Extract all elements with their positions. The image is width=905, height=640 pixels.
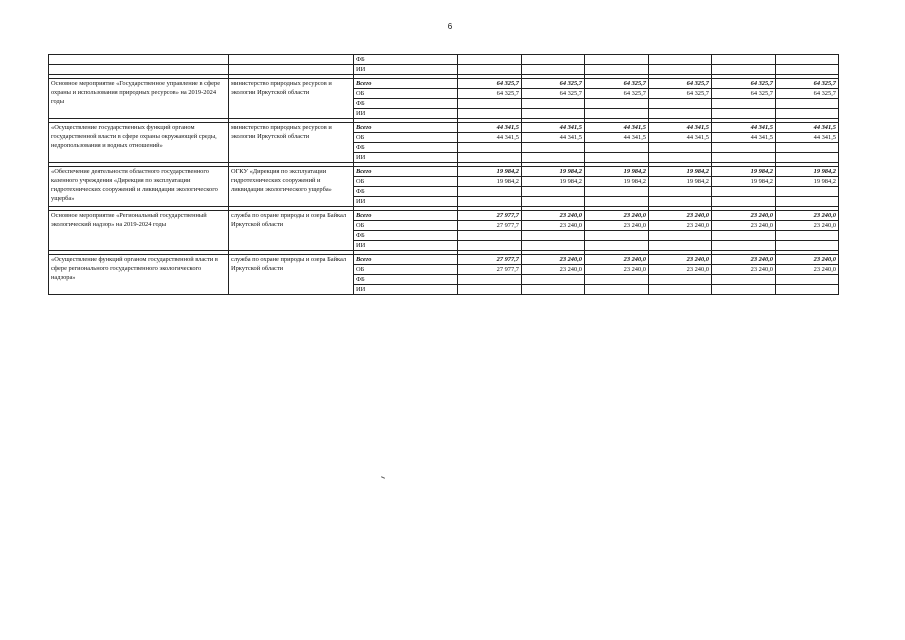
value-cell: 64 325,7 xyxy=(776,79,839,89)
value-cell: 44 341,5 xyxy=(776,123,839,133)
executor-cell: министерство природных ресурсов и экологии Иркутской области xyxy=(229,123,354,163)
value-cell: 19 984,2 xyxy=(522,177,585,187)
value-cell: 23 240,0 xyxy=(712,255,776,265)
value-cell xyxy=(776,231,839,241)
value-cell: 23 240,0 xyxy=(776,211,839,221)
value-cell: 19 984,2 xyxy=(458,167,522,177)
fund-source-cell: ОБ xyxy=(354,221,458,231)
value-cell xyxy=(776,197,839,207)
fund-source-cell: ИИ xyxy=(354,65,458,75)
value-cell: 44 341,5 xyxy=(649,123,712,133)
value-cell xyxy=(522,275,585,285)
value-cell xyxy=(585,65,649,75)
value-cell: 44 341,5 xyxy=(712,133,776,143)
table-row xyxy=(49,123,839,133)
value-cell xyxy=(712,153,776,163)
budget-table xyxy=(48,54,839,295)
value-cell xyxy=(585,241,649,251)
value-cell xyxy=(712,65,776,75)
value-cell xyxy=(776,187,839,197)
value-cell: 23 240,0 xyxy=(585,221,649,231)
value-cell: 64 325,7 xyxy=(522,89,585,99)
value-cell: 23 240,0 xyxy=(649,221,712,231)
value-cell: 23 240,0 xyxy=(522,221,585,231)
value-cell xyxy=(522,241,585,251)
value-cell xyxy=(585,231,649,241)
fund-source-cell: ИИ xyxy=(354,109,458,119)
value-cell xyxy=(776,143,839,153)
value-cell: 44 341,5 xyxy=(776,133,839,143)
scan-artifact xyxy=(381,476,385,479)
value-cell: 19 984,2 xyxy=(522,167,585,177)
measure-cell: «Осуществление функций органом государственной власти в сфере регионального государственного экологического надзора» xyxy=(49,255,229,295)
value-cell xyxy=(712,55,776,65)
fund-source-cell: ФБ xyxy=(354,99,458,109)
value-cell: 64 325,7 xyxy=(458,89,522,99)
value-cell xyxy=(712,275,776,285)
value-cell: 23 240,0 xyxy=(522,255,585,265)
value-cell: 23 240,0 xyxy=(585,211,649,221)
measure-cell xyxy=(49,55,229,65)
value-cell xyxy=(458,285,522,295)
executor-cell: министерство природных ресурсов и экологии Иркутской области xyxy=(229,79,354,119)
value-cell: 19 984,2 xyxy=(458,177,522,187)
value-cell xyxy=(776,285,839,295)
value-cell: 44 341,5 xyxy=(458,123,522,133)
value-cell xyxy=(712,241,776,251)
value-cell: 64 325,7 xyxy=(776,89,839,99)
value-cell xyxy=(458,99,522,109)
value-cell xyxy=(649,109,712,119)
value-cell xyxy=(649,285,712,295)
value-cell xyxy=(649,197,712,207)
value-cell xyxy=(712,231,776,241)
table-row xyxy=(49,79,839,89)
value-cell xyxy=(522,99,585,109)
page-number: 6 xyxy=(447,22,453,31)
value-cell xyxy=(522,109,585,119)
value-cell xyxy=(776,65,839,75)
value-cell: 23 240,0 xyxy=(776,221,839,231)
value-cell: 64 325,7 xyxy=(649,79,712,89)
value-cell xyxy=(776,55,839,65)
value-cell xyxy=(649,187,712,197)
value-cell xyxy=(458,231,522,241)
executor-cell: ОГКУ «Дирекция по эксплуатации гидротехнических сооружений и ликвидации экологического ущерба» xyxy=(229,167,354,207)
value-cell xyxy=(458,241,522,251)
value-cell: 27 977,7 xyxy=(458,221,522,231)
value-cell: 44 341,5 xyxy=(649,133,712,143)
measure-cell: Основное мероприятие «Государственное управление в сфере охраны и использования природных ресурсов» на 2019-2024 годы xyxy=(49,79,229,119)
value-cell xyxy=(712,99,776,109)
value-cell xyxy=(458,187,522,197)
value-cell xyxy=(585,55,649,65)
value-cell xyxy=(712,109,776,119)
value-cell: 23 240,0 xyxy=(522,211,585,221)
value-cell: 44 341,5 xyxy=(585,133,649,143)
fund-source-cell: ФБ xyxy=(354,143,458,153)
fund-source-cell: ФБ xyxy=(354,231,458,241)
value-cell: 64 325,7 xyxy=(712,79,776,89)
value-cell: 23 240,0 xyxy=(712,221,776,231)
value-cell xyxy=(458,153,522,163)
table-body xyxy=(49,55,839,295)
value-cell xyxy=(458,197,522,207)
value-cell: 23 240,0 xyxy=(649,211,712,221)
value-cell: 44 341,5 xyxy=(458,133,522,143)
value-cell xyxy=(522,153,585,163)
value-cell xyxy=(649,143,712,153)
fund-source-cell: Всего xyxy=(354,123,458,133)
value-cell xyxy=(776,241,839,251)
value-cell: 44 341,5 xyxy=(522,123,585,133)
value-cell xyxy=(522,285,585,295)
value-cell xyxy=(649,99,712,109)
value-cell: 19 984,2 xyxy=(585,167,649,177)
fund-source-cell: ОБ xyxy=(354,265,458,275)
value-cell: 19 984,2 xyxy=(585,177,649,187)
value-cell: 64 325,7 xyxy=(522,79,585,89)
value-cell xyxy=(458,109,522,119)
value-cell: 23 240,0 xyxy=(776,265,839,275)
value-cell: 27 977,7 xyxy=(458,265,522,275)
value-cell: 44 341,5 xyxy=(585,123,649,133)
value-cell xyxy=(585,275,649,285)
value-cell: 19 984,2 xyxy=(649,167,712,177)
measure-cell: Основное мероприятие «Региональный государственный экологический надзор» на 2019-2024 годы xyxy=(49,211,229,251)
value-cell: 44 341,5 xyxy=(712,123,776,133)
value-cell: 64 325,7 xyxy=(458,79,522,89)
fund-source-cell: ИИ xyxy=(354,153,458,163)
measure-cell: «Осуществление государственных функций органом государственной власти в сфере охраны окружающей среды, недропользования и водных отношений» xyxy=(49,123,229,163)
value-cell: 64 325,7 xyxy=(712,89,776,99)
fund-source-cell: ИИ xyxy=(354,241,458,251)
executor-cell xyxy=(229,65,354,75)
value-cell xyxy=(458,275,522,285)
value-cell xyxy=(585,99,649,109)
value-cell xyxy=(522,55,585,65)
value-cell xyxy=(649,275,712,285)
value-cell xyxy=(585,109,649,119)
measure-cell: «Обеспечение деятельности областного государственного казенного учреждения «Дирекция по эксплуатации гидротехнических сооружений и ликвидации экологического ущерба» xyxy=(49,167,229,207)
table-row xyxy=(49,65,839,75)
value-cell: 27 977,7 xyxy=(458,211,522,221)
value-cell: 23 240,0 xyxy=(712,265,776,275)
value-cell: 23 240,0 xyxy=(522,265,585,275)
table-row xyxy=(49,167,839,177)
fund-source-cell: Всего xyxy=(354,167,458,177)
fund-source-cell: ОБ xyxy=(354,133,458,143)
fund-source-cell: ФБ xyxy=(354,55,458,65)
value-cell: 23 240,0 xyxy=(712,211,776,221)
value-cell: 19 984,2 xyxy=(712,167,776,177)
value-cell: 19 984,2 xyxy=(712,177,776,187)
value-cell xyxy=(649,55,712,65)
value-cell xyxy=(522,65,585,75)
value-cell: 19 984,2 xyxy=(776,177,839,187)
fund-source-cell: ОБ xyxy=(354,89,458,99)
value-cell xyxy=(522,197,585,207)
value-cell: 23 240,0 xyxy=(585,265,649,275)
value-cell xyxy=(585,143,649,153)
value-cell xyxy=(776,275,839,285)
value-cell xyxy=(585,285,649,295)
value-cell xyxy=(522,143,585,153)
fund-source-cell: Всего xyxy=(354,211,458,221)
value-cell xyxy=(649,241,712,251)
executor-cell xyxy=(229,55,354,65)
value-cell xyxy=(649,65,712,75)
value-cell xyxy=(585,187,649,197)
value-cell xyxy=(585,153,649,163)
executor-cell: служба по охране природы и озера Байкал Иркутской области xyxy=(229,211,354,251)
table-row xyxy=(49,255,839,265)
value-cell xyxy=(649,231,712,241)
fund-source-cell: ОБ xyxy=(354,177,458,187)
value-cell: 23 240,0 xyxy=(649,265,712,275)
value-cell xyxy=(776,99,839,109)
value-cell: 64 325,7 xyxy=(585,79,649,89)
fund-source-cell: ИИ xyxy=(354,285,458,295)
value-cell xyxy=(712,143,776,153)
value-cell: 27 977,7 xyxy=(458,255,522,265)
value-cell xyxy=(649,153,712,163)
value-cell xyxy=(712,197,776,207)
value-cell xyxy=(776,153,839,163)
value-cell: 23 240,0 xyxy=(776,255,839,265)
value-cell xyxy=(458,55,522,65)
value-cell xyxy=(522,231,585,241)
value-cell: 19 984,2 xyxy=(649,177,712,187)
value-cell xyxy=(585,197,649,207)
table-row xyxy=(49,55,839,65)
executor-cell: служба по охране природы и озера Байкал Иркутской области xyxy=(229,255,354,295)
value-cell xyxy=(458,65,522,75)
value-cell xyxy=(458,143,522,153)
fund-source-cell: ИИ xyxy=(354,197,458,207)
fund-source-cell: ФБ xyxy=(354,275,458,285)
value-cell: 23 240,0 xyxy=(649,255,712,265)
value-cell: 44 341,5 xyxy=(522,133,585,143)
table-row xyxy=(49,211,839,221)
value-cell xyxy=(522,187,585,197)
fund-source-cell: Всего xyxy=(354,79,458,89)
fund-source-cell: ФБ xyxy=(354,187,458,197)
value-cell xyxy=(712,187,776,197)
value-cell: 23 240,0 xyxy=(585,255,649,265)
value-cell: 19 984,2 xyxy=(776,167,839,177)
value-cell: 64 325,7 xyxy=(649,89,712,99)
value-cell: 64 325,7 xyxy=(585,89,649,99)
value-cell xyxy=(712,285,776,295)
value-cell xyxy=(776,109,839,119)
fund-source-cell: Всего xyxy=(354,255,458,265)
measure-cell xyxy=(49,65,229,75)
